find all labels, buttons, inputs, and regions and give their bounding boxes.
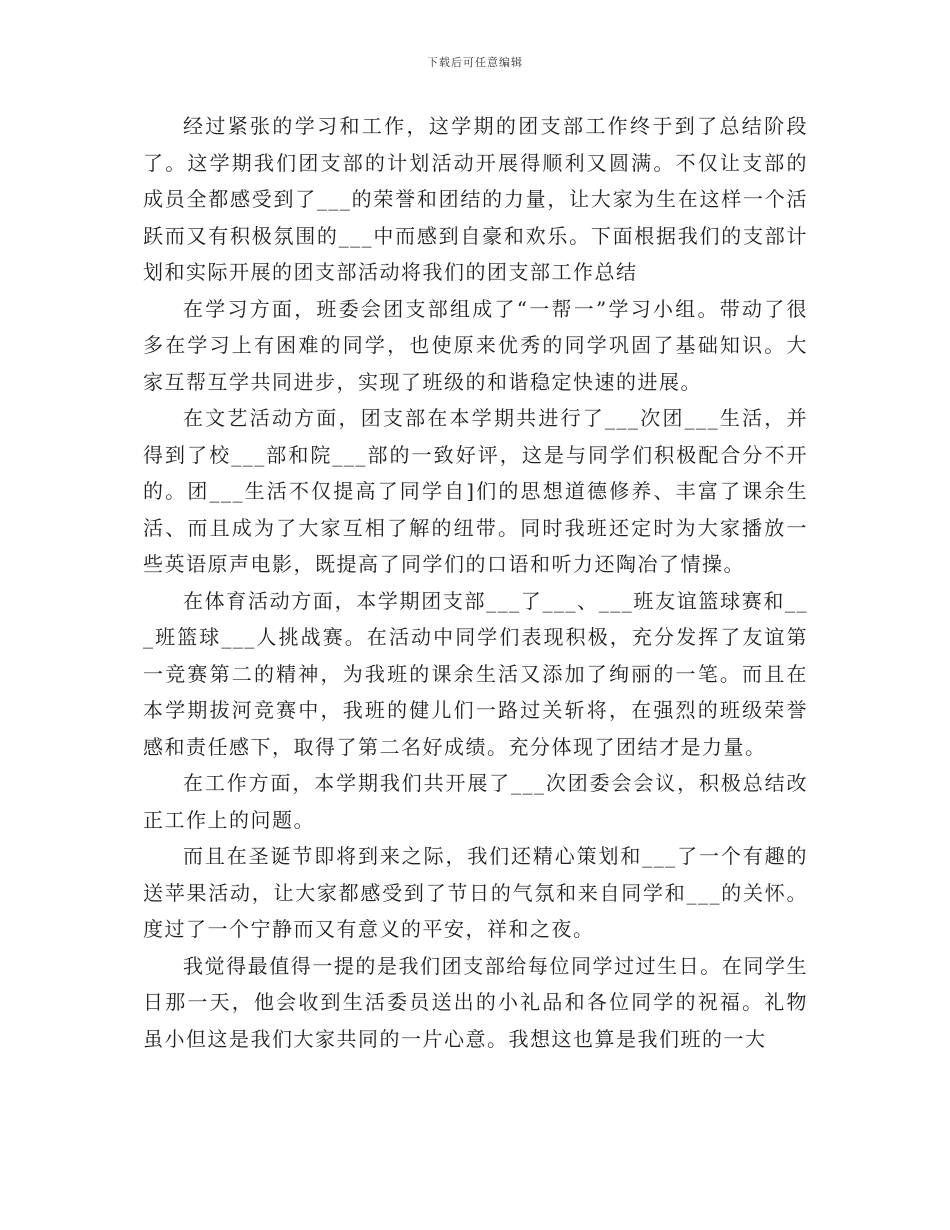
page-header: 下载后可任意编辑 xyxy=(427,56,523,69)
paragraph-study: 在学习方面，班委会团支部组成了“一帮一”学习小组。带动了很多在学习上有困难的同学，也使原来优秀的同学巩固了基础知识。大家互帮互学共同进步，实现了班级的和谐稳定快速的进展。 xyxy=(143,296,808,394)
paragraph-sports: 在体育活动方面，本学期团支部___了___、___班友谊篮球赛和___班篮球___人挑战赛。在活动中同学们表现积极，充分发挥了友谊第一竞赛第二的精神，为我班的课余生活又添加了绚丽的一笔。而且在本学期拔河竞赛中，我班的健儿们一路过关斩将，在强烈的班级荣誉感和责任感下，取得了第二名好成绩。充分体现了团结才是力量。 xyxy=(143,588,808,759)
document-body xyxy=(143,108,808,1057)
paragraph-intro: 经过紧张的学习和工作，这学期的团支部工作终于到了总结阶段了。这学期我们团支部的计划活动开展得顺利又圆满。不仅让支部的成员全都感受到了___的荣誉和团结的力量，让大家为生在这样一个活跃而又有积极氛围的___中而感到自豪和欢乐。下面根据我们的支部计划和实际开展的团支部活动将我们的团支部工作总结 xyxy=(143,114,808,284)
paragraph-arts: 在文艺活动方面，团支部在本学期共进行了___次团___生活，并得到了校___部和院___部的一致好评，这是与同学们积极配合分不开的。团___生活不仅提高了同学自]们的思想道德修养、丰富了课余生活、而且成为了大家互相了解的纽带。同时我班还定时为大家播放一些英语原声电影，既提高了同学们的口语和听力还陶冶了情操。 xyxy=(143,406,808,576)
paragraph-christmas: 而且在圣诞节即将到来之际，我们还精心策划和___了一个有趣的送苹果活动，让大家都感受到了节日的气氛和来自同学和___的关怀。度过了一个宁静而又有意义的平安，祥和之夜。 xyxy=(143,844,808,941)
paragraph-birthday: 我觉得最值得一提的是我们团支部给每位同学过过生日。在同学生日那一天，他会收到生活委员送出的小礼品和各位同学的祝福。礼物虽小但这是我们大家共同的一片心意。我想这也算是我们班的一大 xyxy=(143,953,808,1051)
paragraph-work: 在工作方面，本学期我们共开展了___次团委会会议，积极总结改正工作上的问题。 xyxy=(143,771,808,832)
